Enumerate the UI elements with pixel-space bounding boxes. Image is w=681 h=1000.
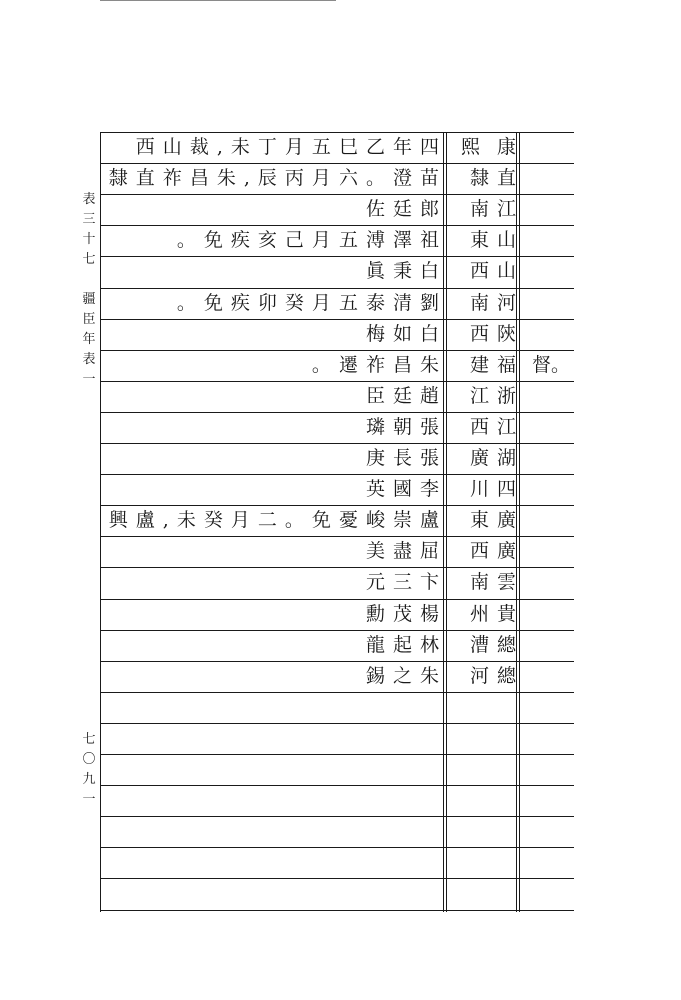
table-title: 疆臣年表一: [82, 292, 96, 387]
column-divider: [443, 132, 444, 912]
entry-cell: 。 免 疾 卯 癸 月 五 泰 清 劉: [176, 292, 439, 314]
entry-cell: 西 山 裁 , 未 丁 月 五 巳 乙 年 四: [135, 136, 439, 158]
entry-cell: 臣 廷 趙: [365, 385, 439, 407]
region-cell: 西 陝: [469, 323, 516, 345]
region-cell: 河 總: [469, 665, 516, 687]
entry-cell: 佐 廷 郎: [365, 198, 439, 220]
entry-cell: 龍 起 林: [365, 634, 439, 656]
row-divider: [100, 785, 574, 786]
region-cell: 廣 湖: [469, 447, 516, 469]
entry-cell: 美 盡 屈: [365, 540, 439, 562]
entry-cell: 勳 茂 楊: [365, 603, 439, 625]
entry-cell: 英 國 李: [365, 478, 439, 500]
row-divider: [100, 754, 574, 755]
column-divider: [519, 132, 520, 912]
row-divider: [100, 910, 574, 911]
region-cell: 南 雲: [469, 571, 516, 593]
region-cell: 南 江: [469, 198, 516, 220]
region-cell: 東 廣: [469, 509, 516, 531]
entry-cell: 眞 秉 白: [365, 260, 439, 282]
region-cell: 西 山: [469, 260, 516, 282]
entry-cell: 庚 長 張: [365, 447, 439, 469]
page-number: 七〇九一: [82, 732, 96, 807]
region-cell: 南 河: [469, 292, 516, 314]
region-cell: 州 貴: [469, 603, 516, 625]
region-cell: 建 福: [469, 354, 516, 376]
top-rule: [100, 0, 336, 1]
entry-cell: 元 三 卞: [365, 571, 439, 593]
row-divider: [100, 723, 574, 724]
column-divider: [100, 132, 101, 912]
entry-cell: 隸 直 祚 昌 朱 , 辰 丙 月 六 。 澄 苗: [108, 167, 439, 189]
note-cell: 督。: [532, 354, 571, 376]
region-cell: 西 廣: [469, 540, 516, 562]
region-cell: 隸 直: [469, 167, 516, 189]
row-divider: [100, 878, 574, 879]
row-divider: [100, 692, 574, 693]
table-number-label: 表三十七: [82, 192, 96, 267]
aux-cell: 熙: [460, 136, 480, 158]
region-cell: 川 四: [469, 478, 516, 500]
region-cell: 康: [496, 136, 516, 158]
region-cell: 西 江: [469, 416, 516, 438]
region-cell: 江 浙: [469, 385, 516, 407]
column-divider: [516, 132, 517, 912]
entry-cell: 。 遷 祚 昌 朱: [311, 354, 439, 376]
row-divider: [100, 816, 574, 817]
region-cell: 東 山: [469, 229, 516, 251]
entry-cell: 錫 之 朱: [365, 665, 439, 687]
row-divider: [100, 847, 574, 848]
entry-cell: 興 盧 , 未 癸 月 二 。 免 憂 峻 崇 盧: [108, 509, 439, 531]
region-cell: 漕 總: [469, 634, 516, 656]
entry-cell: 梅 如 白: [365, 323, 439, 345]
entry-cell: 璘 朝 張: [365, 416, 439, 438]
entry-cell: 。 免 疾 亥 己 月 五 溥 澤 祖: [176, 229, 439, 251]
